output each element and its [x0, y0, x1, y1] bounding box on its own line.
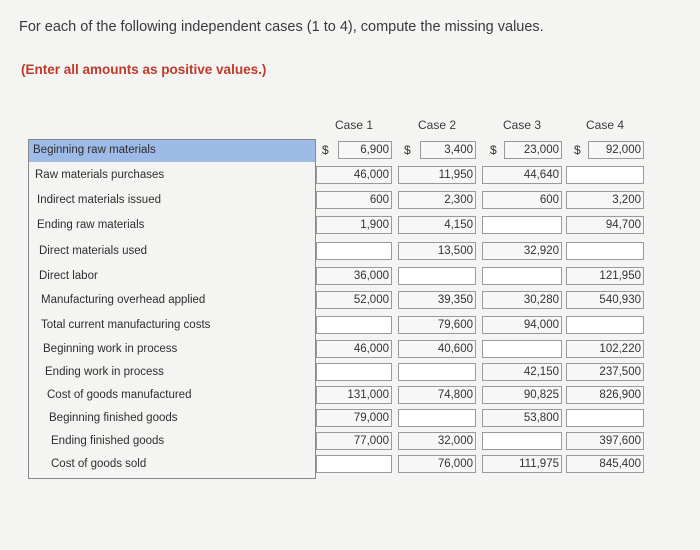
value-cell: 826,900: [566, 386, 644, 404]
row-label: Beginning finished goods: [49, 412, 178, 424]
value-cell: 540,930: [566, 291, 644, 309]
row-label: Ending raw materials: [37, 219, 145, 231]
value-cell: 77,000: [316, 432, 392, 450]
row-label: Total current manufacturing costs: [41, 319, 211, 331]
answer-input[interactable]: [398, 409, 476, 427]
value-cell: 44,640: [482, 166, 562, 184]
value-cell: 11,950: [398, 166, 476, 184]
entry-note: (Enter all amounts as positive values.): [21, 62, 267, 77]
value-cell: 600: [482, 191, 562, 209]
answer-input[interactable]: [316, 455, 392, 473]
row-label: Indirect materials issued: [37, 194, 161, 206]
answer-input[interactable]: [316, 363, 392, 381]
value-cell: 52,000: [316, 291, 392, 309]
value-cell: 3,200: [566, 191, 644, 209]
dollar-sign: $: [404, 143, 411, 157]
value-cell: 39,350: [398, 291, 476, 309]
answer-input[interactable]: [316, 242, 392, 260]
value-cell: 237,500: [566, 363, 644, 381]
value-cell: 30,280: [482, 291, 562, 309]
value-cell: 90,825: [482, 386, 562, 404]
row-label: Direct labor: [39, 270, 98, 282]
value-cell: 1,900: [316, 216, 392, 234]
value-cell: 32,920: [482, 242, 562, 260]
dollar-sign: $: [490, 143, 497, 157]
row-label: Manufacturing overhead applied: [41, 294, 206, 306]
value-cell: 23,000: [504, 141, 562, 159]
value-cell: 74,800: [398, 386, 476, 404]
row-label: Cost of goods sold: [51, 458, 147, 470]
value-cell: 94,700: [566, 216, 644, 234]
column-header-case-2: Case 2: [417, 118, 457, 132]
value-cell: 76,000: [398, 455, 476, 473]
value-cell: 102,220: [566, 340, 644, 358]
dollar-sign: $: [322, 143, 329, 157]
answer-input[interactable]: [566, 316, 644, 334]
value-cell: 94,000: [482, 316, 562, 334]
value-cell: 3,400: [420, 141, 476, 159]
row-label: Ending work in process: [45, 366, 164, 378]
value-cell: 79,000: [316, 409, 392, 427]
value-cell: 40,600: [398, 340, 476, 358]
value-cell: 4,150: [398, 216, 476, 234]
answer-input[interactable]: [398, 363, 476, 381]
value-cell: 13,500: [398, 242, 476, 260]
column-header-case-4: Case 4: [585, 118, 625, 132]
instruction-text: For each of the following independent cases (1 to 4), compute the missing values.: [19, 19, 544, 35]
row-label: Beginning work in process: [43, 343, 178, 355]
value-cell: 397,600: [566, 432, 644, 450]
answer-input[interactable]: [316, 316, 392, 334]
row-label: Ending finished goods: [51, 435, 165, 447]
value-cell: 42,150: [482, 363, 562, 381]
value-cell: 36,000: [316, 267, 392, 285]
value-cell: 46,000: [316, 340, 392, 358]
row-label: Direct materials used: [39, 245, 148, 257]
value-cell: 92,000: [588, 141, 644, 159]
answer-input[interactable]: [482, 267, 562, 285]
answer-input[interactable]: [398, 267, 476, 285]
value-cell: 53,800: [482, 409, 562, 427]
row-label: Cost of goods manufactured: [47, 389, 192, 401]
column-header-case-3: Case 3: [502, 118, 542, 132]
answer-input[interactable]: [566, 242, 644, 260]
value-cell: 6,900: [338, 141, 392, 159]
answer-input[interactable]: [482, 432, 562, 450]
value-cell: 79,600: [398, 316, 476, 334]
answer-input[interactable]: [482, 216, 562, 234]
value-cell: 46,000: [316, 166, 392, 184]
row-label: Raw materials purchases: [35, 169, 165, 181]
answer-input[interactable]: [566, 409, 644, 427]
value-cell: 845,400: [566, 455, 644, 473]
value-cell: 121,950: [566, 267, 644, 285]
answer-input[interactable]: [482, 340, 562, 358]
value-cell: 600: [316, 191, 392, 209]
value-cell: 131,000: [316, 386, 392, 404]
row-label: Beginning raw materials: [33, 144, 156, 156]
column-header-case-1: Case 1: [334, 118, 374, 132]
value-cell: 2,300: [398, 191, 476, 209]
value-cell: 111,975: [482, 455, 562, 473]
answer-input[interactable]: [566, 166, 644, 184]
value-cell: 32,000: [398, 432, 476, 450]
dollar-sign: $: [574, 143, 581, 157]
